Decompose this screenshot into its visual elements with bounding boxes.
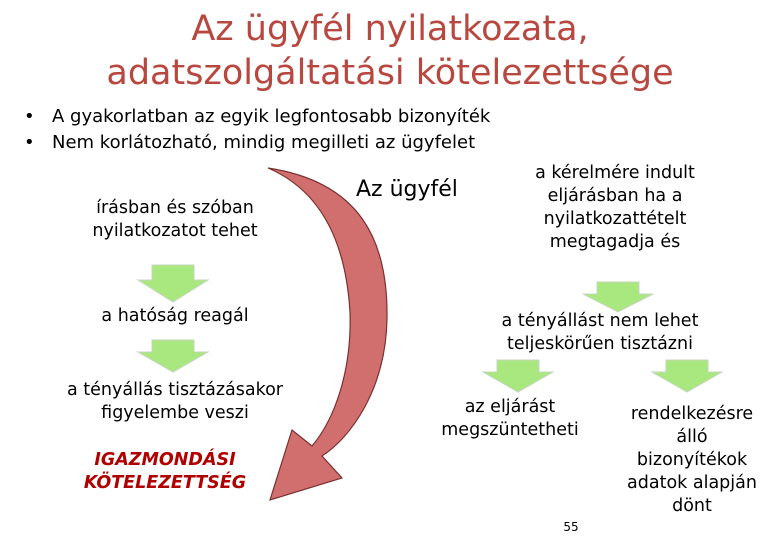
green-arrow-left-2 bbox=[138, 340, 208, 372]
green-arrow-right-2 bbox=[483, 360, 553, 392]
right-text-evidence: rendelkezésre álló bizonyítékok adatok alapján dönt bbox=[627, 404, 757, 516]
bullet-dot-icon: • bbox=[24, 106, 35, 127]
right-text-terminate: az eljárást megszüntetheti bbox=[441, 397, 579, 440]
page-title-line2: adatszolgáltatási kötelezettsége bbox=[106, 53, 674, 93]
green-arrow-left-1 bbox=[138, 265, 208, 302]
bullet-list bbox=[22, 104, 490, 156]
left-text-declaration: írásban és szóban nyilatkozatot tehet bbox=[92, 198, 258, 241]
right-text-refusal: a kérelmére indult eljárásban ha a nyilatkozattételt megtagadja és bbox=[535, 163, 695, 252]
bullet-text: Nem korlátozható, mindig megilleti az ügyfelet bbox=[52, 132, 476, 153]
obligation-label: IGAZMONDÁSI KÖTELEZETTSÉG bbox=[83, 450, 247, 493]
bullet-item bbox=[22, 130, 490, 156]
green-arrow-right-3 bbox=[652, 360, 722, 392]
page-number: 55 bbox=[563, 520, 579, 534]
bullet-dot-icon: • bbox=[24, 132, 35, 153]
center-label: Az ügyfél bbox=[356, 177, 458, 202]
green-arrow-right-1 bbox=[583, 282, 653, 312]
page-title-line1: Az ügyfél nyilatkozata, bbox=[191, 9, 589, 49]
left-text-authority: a hatóság reagál bbox=[101, 306, 249, 326]
right-text-facts: a tényállást nem lehet teljeskörűen tisztázni bbox=[501, 311, 699, 354]
left-text-clarification: a tényállás tisztázásakor figyelembe veszi bbox=[67, 380, 283, 423]
bullet-text: A gyakorlatban az egyik legfontosabb bizonyíték bbox=[52, 106, 491, 127]
bullet-item bbox=[22, 104, 490, 130]
